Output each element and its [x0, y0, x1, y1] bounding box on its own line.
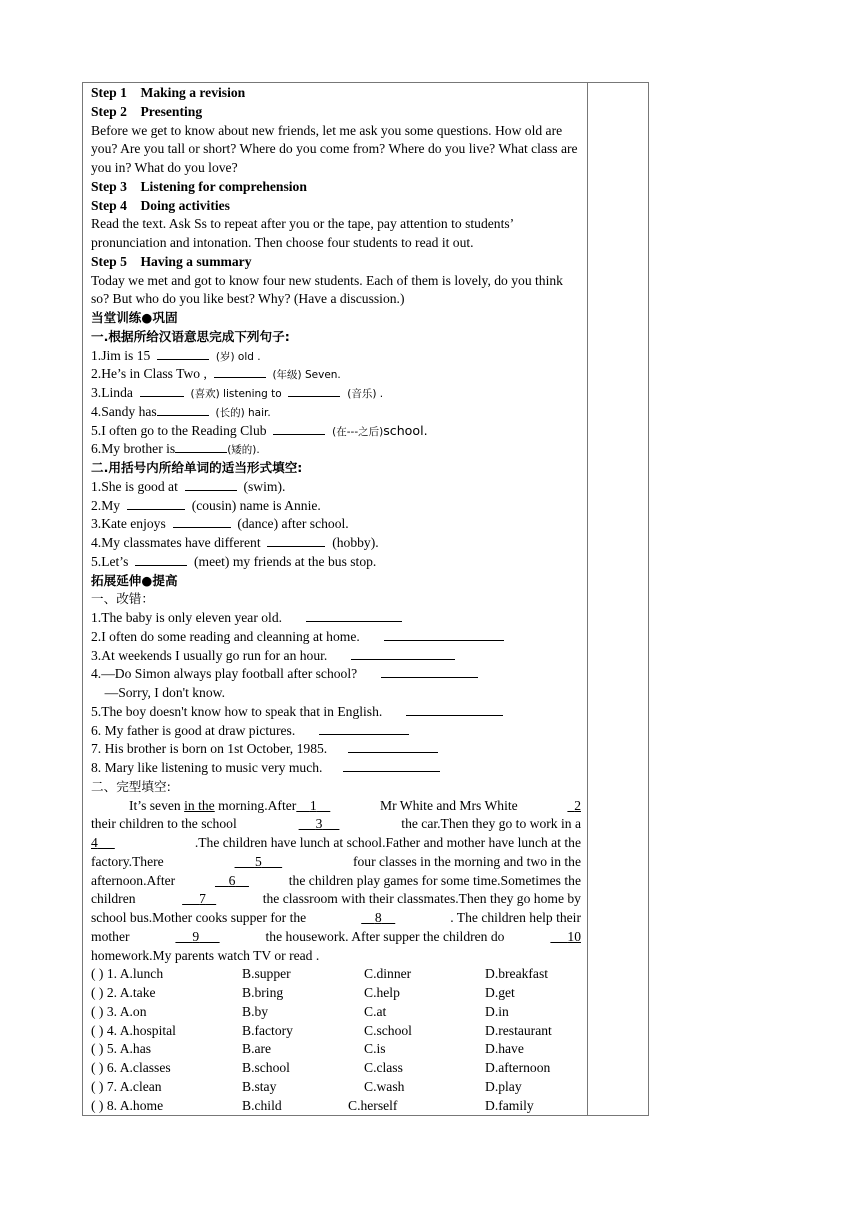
error-item-4-reply: —Sorry, I don't know.: [104, 685, 225, 700]
step-1: Step 1 Making a revision: [91, 85, 246, 100]
error-item-6: 6. My father is good at draw pictures.: [91, 722, 581, 741]
practice-heading: 当堂训练●巩固: [91, 310, 178, 325]
extension-part2-title: 二、完型填空:: [91, 778, 171, 794]
step-4: Step 4 Doing activities: [91, 197, 230, 213]
option-row: ( ) 5. A.has B.are C.is D.have: [91, 1041, 524, 1057]
practice-item-1: 1.Jim is 15 (岁) old .: [91, 347, 261, 363]
option-row: ( ) 1. A.lunch B.supper C.dinner D.breakfast: [91, 966, 549, 982]
error-item-2: 2.I often do some reading and cleanning at home.: [91, 628, 581, 647]
step-3: Step 3 Listening for comprehension: [91, 178, 307, 194]
practice-item-3: 3.Linda (喜欢) listening to (音乐) .: [91, 385, 384, 400]
practice-part2-title: 二.用括号内所给单词的适当形式填空:: [91, 460, 303, 475]
practice2-item-4: 4.My classmates have different (hobby).: [91, 535, 379, 550]
activities-text: Read the text. Ask Ss to repeat after you or the tape, pay attention to students’ pronunciation and intonation. Then choose four students to read it out.: [91, 216, 514, 250]
cloze-options: [91, 965, 581, 1115]
step-5: Step 5 Having a summary: [91, 253, 252, 269]
practice2-item-5: 5.Let’s (meet) my friends at the bus stop.: [91, 553, 377, 569]
summary-text: Today we met and got to know four new students. Each of them is lovely, do you think so? But who do you like best? Why? (Have a discussion.): [91, 272, 563, 307]
error-item-1: 1.The baby is only eleven year old.: [91, 609, 581, 628]
error-item-3: 3.At weekends I usually go run for an hour.: [91, 647, 581, 666]
option-row: ( ) 8. A.home B.child C.herself D.family: [91, 1097, 534, 1113]
practice-item-4: 4.Sandy has (长的) hair.: [91, 403, 271, 419]
practice2-item-2: 2.My (cousin) name is Annie.: [91, 497, 321, 513]
error-item-4: 4.—Do Simon always play football after school?: [91, 665, 581, 684]
practice-item-2: 2.He’s in Class Two , (年级) Seven.: [91, 366, 341, 382]
extension-heading: 拓展延伸●提高: [91, 572, 178, 588]
lesson-content: [91, 84, 581, 1115]
presenting-text: Before we get to know about new friends, let me ask you some questions. How old are you? Are you tall or short? Where do you come from? Where do you live? What class are you in? What do you love?: [91, 122, 578, 175]
error-item-7: 7. His brother is born on 1st October, 1985.: [91, 740, 581, 759]
practice-item-5: 5.I often go to the Reading Club (在---之后)school.: [91, 422, 428, 438]
practice-item-6: 6.My brother is (矮的).: [91, 441, 260, 457]
error-item-8: 8. Mary like listening to music very much.: [91, 759, 581, 778]
step-2: Step 2 Presenting: [91, 103, 203, 119]
option-row: ( ) 2. A.take B.bring C.help D.get: [91, 985, 515, 1000]
error-item-5: 5.The boy doesn't know how to speak that in English.: [91, 703, 581, 722]
option-row: ( ) 7. A.clean B.stay C.wash D.play: [91, 1078, 522, 1094]
extension-part1-title: 一、改错：: [91, 591, 154, 607]
practice-part1-title: 一.根据所给汉语意思完成下列句子:: [91, 328, 290, 344]
table-column-divider: [587, 82, 588, 1116]
cloze-passage: It’s seven in the morning.After 1 Mr White and Mrs White 2 their children to the school 3 the car.Then they go to work in a 4 .The children have lunch at school.Father and mother have lunch at the factory.There 5 four classes in the morning and two in the afternoon.After 6 the children play games for some time.Sometimes the children 7 the classroom with their classmates.Then they go home by school bus.Mother cooks supper for the 8 . The children help their mother 9 the housework. After supper the children do 10 homework.My parents watch TV or read .: [91, 797, 581, 963]
option-row: ( ) 3. A.on B.by C.at D.in: [91, 1003, 509, 1019]
option-row: ( ) 6. A.classes B.school C.class D.afternoon: [91, 1060, 551, 1075]
option-row: ( ) 4. A.hospital B.factory C.school D.restaurant: [91, 1022, 552, 1038]
practice2-item-3: 3.Kate enjoys (dance) after school.: [91, 516, 349, 532]
practice2-item-1: 1.She is good at (swim).: [91, 478, 286, 494]
